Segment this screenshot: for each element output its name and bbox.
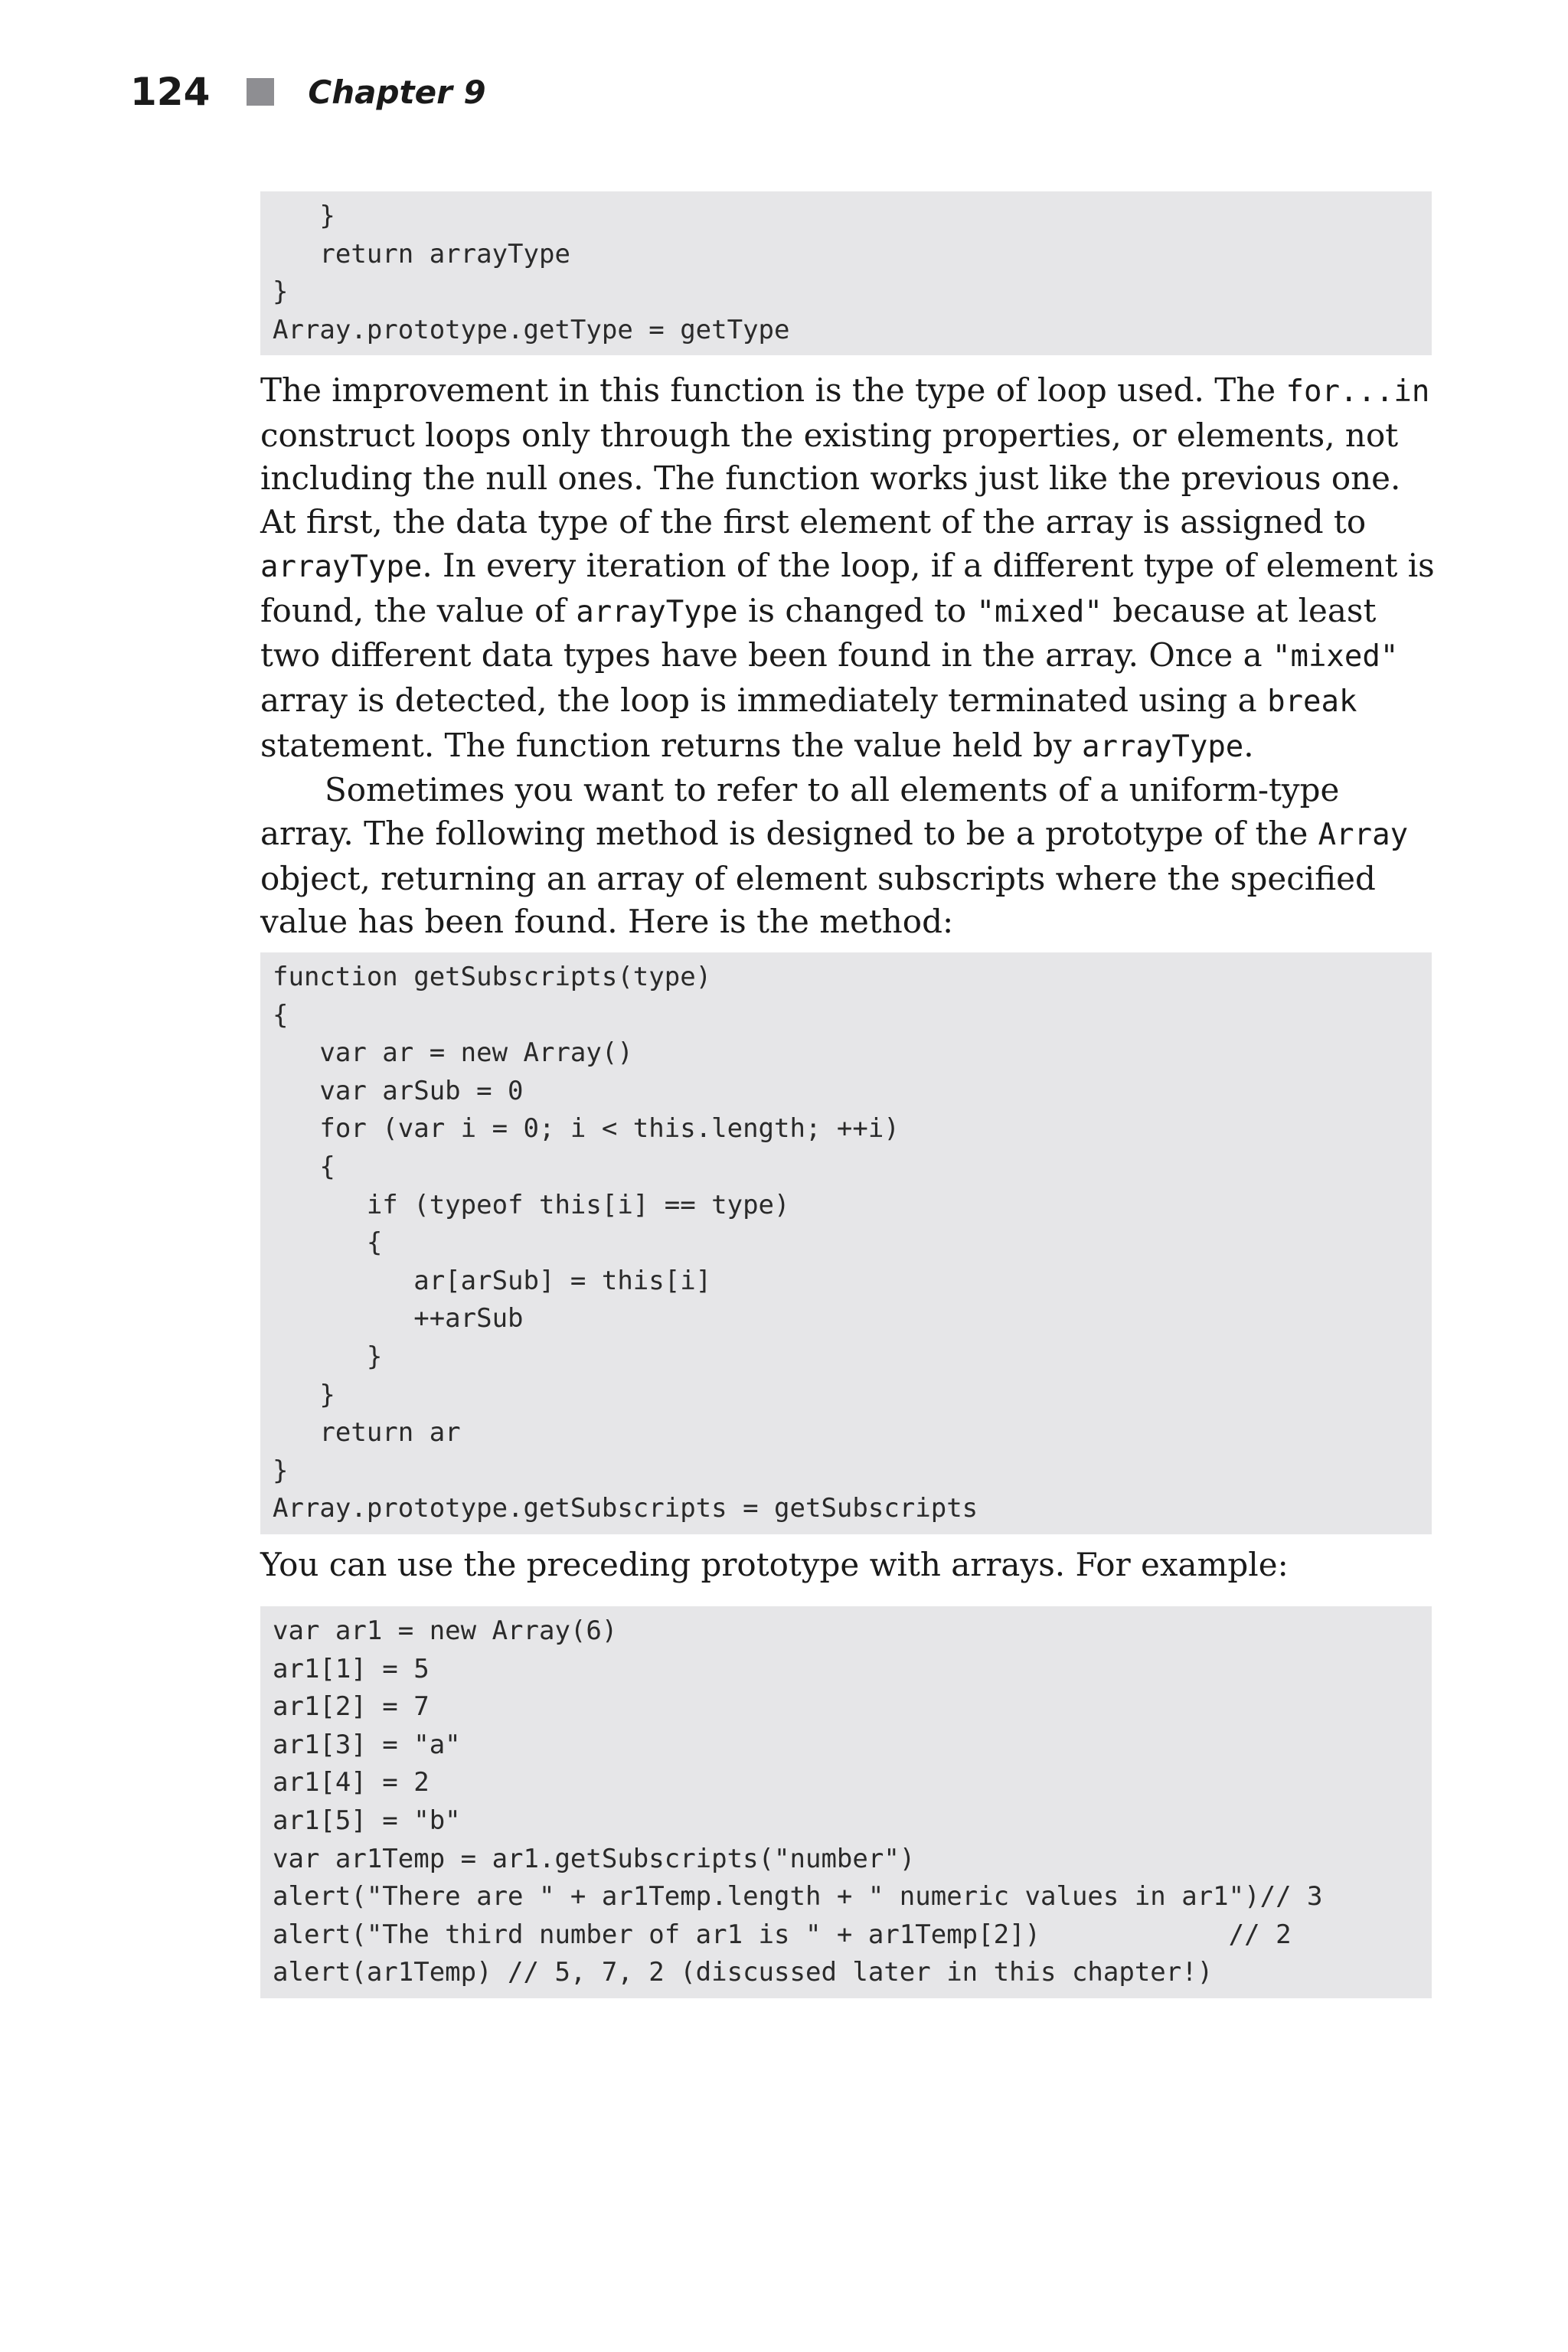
inline-code: arrayType	[1081, 729, 1244, 764]
text-run: because at least two different data types have been found in the array. Once a	[260, 591, 1377, 675]
inline-code: "mixed"	[1272, 639, 1399, 675]
text-run: . In every iteration of the loop, if a different type of element is found, the value of	[260, 546, 1435, 629]
inline-code: arrayType	[260, 549, 423, 584]
inline-code: for...in	[1285, 374, 1430, 409]
text-run: statement. The function returns the value held by	[260, 726, 1082, 764]
text-run: object, returning an array of element subscripts where the specified value has been found. Here is the method:	[260, 859, 1376, 941]
inline-code: "mixed"	[976, 594, 1102, 629]
paragraph-loop-explanation	[260, 369, 1439, 769]
text-run: array is detected, the loop is immediately terminated using a	[260, 681, 1268, 719]
text-run: is changed to	[737, 591, 977, 629]
page-header	[130, 67, 486, 116]
code-block-example: var ar1 = new Array(6) ar1[1] = 5 ar1[2] = 7 ar1[3] = "a" ar1[4] = 2 ar1[5] = "b" var ar1Temp = ar1.getSubscripts("number") alert("There are " + ar1Temp.length + " numeric values in ar1")// 3 alert("The third number of ar1 is " + ar1Temp[2]) // 2 alert(ar1Temp) // 5, 7, 2 (discussed later in this chapter!)	[260, 1606, 1432, 1998]
chapter-title: Chapter 9	[308, 73, 486, 111]
code-block-gettype-end: } return arrayType } Array.prototype.getType = getType	[260, 191, 1432, 355]
inline-code: arrayType	[576, 594, 738, 629]
text-run: The improvement in this function is the type of loop used. The	[260, 371, 1286, 409]
paragraph-example-intro: You can use the preceding prototype with arrays. For example:	[260, 1546, 1289, 1583]
text-run: .	[1243, 726, 1254, 764]
page-number: 124	[130, 70, 211, 114]
body-text-example-intro	[260, 1544, 1439, 1587]
header-square-icon	[247, 78, 274, 106]
code-block-getsubscripts: function getSubscripts(type) { var ar = new Array() var arSub = 0 for (var i = 0; i < this.length; ++i) { if (typeof this[i] == type) { ar[arSub] = this[i] ++arSub } } return ar } Array.prototype.getSubscripts = getSubscripts	[260, 952, 1432, 1534]
inline-code: Array	[1318, 818, 1409, 853]
body-text-section	[260, 369, 1439, 944]
text-run: construct loops only through the existing properties, or elements, not including the null ones. The function works just like the previous one. At first, the data type of the first element of the array is assigned to	[260, 416, 1401, 541]
text-run: Sometimes you want to refer to all elements of a uniform-type array. The following method is designed to be a prototype of the	[260, 771, 1340, 853]
paragraph-uniform-type	[260, 769, 1439, 944]
inline-code: break	[1267, 684, 1357, 719]
